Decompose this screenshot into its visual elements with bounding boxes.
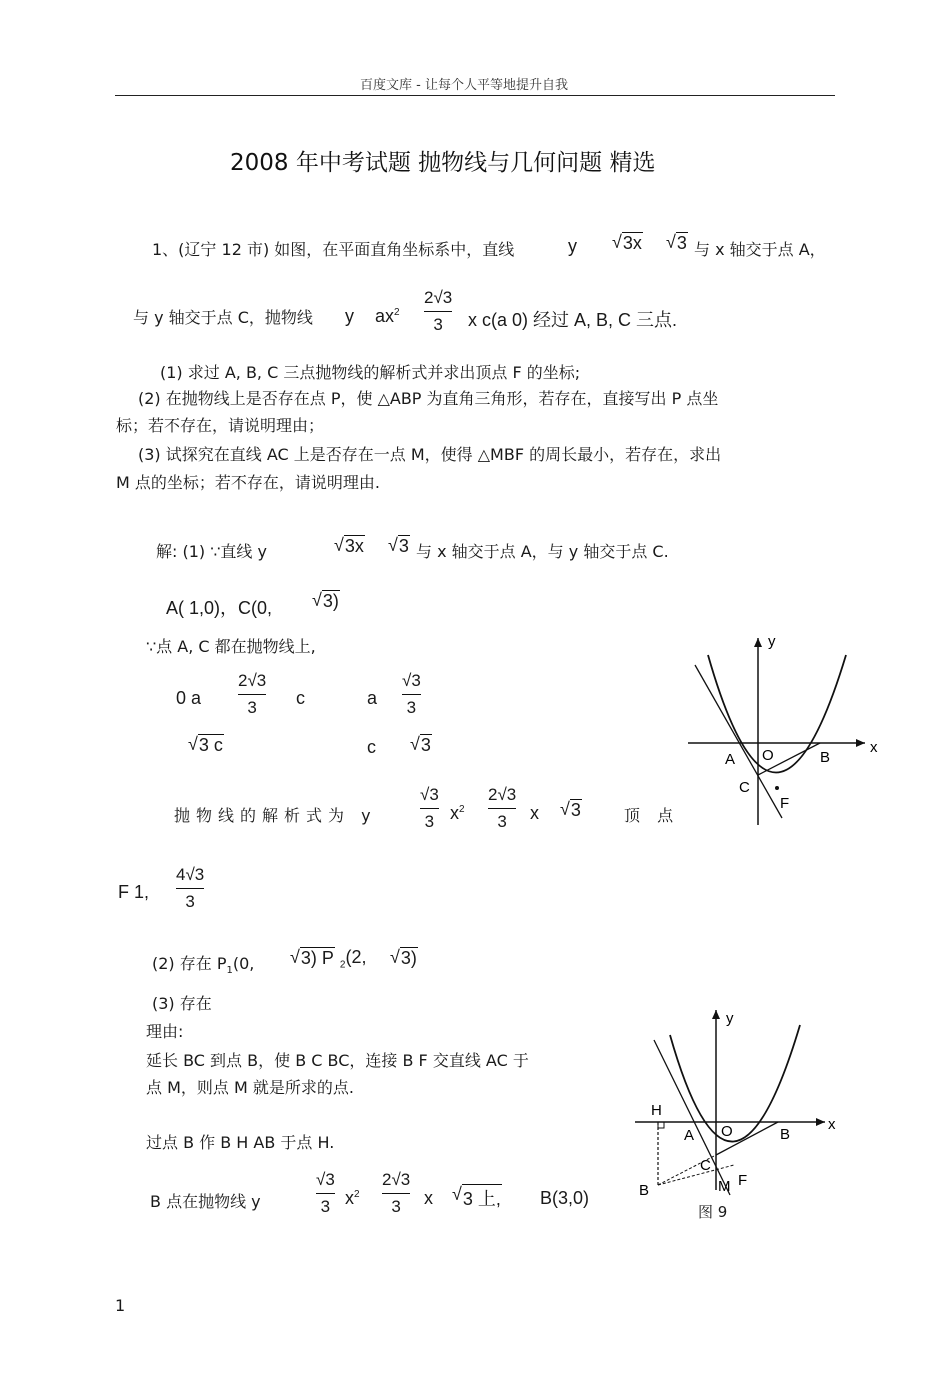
fig2-C-label: C [700,1157,711,1174]
fig1-O-label: O [762,747,774,764]
eq2-right-value: √ 3 [410,734,431,755]
parabola-y: y [345,306,354,326]
bo-fraction1: √3 3 [316,1170,335,1216]
eq2-right: c [367,737,376,757]
reason-label: 理由: [146,1022,184,1041]
eq1-c: c [296,688,305,708]
pl-fraction1: √3 3 [420,785,439,831]
page-number: 1 [115,1296,126,1315]
bo-x2: $x^2$ [345,1188,360,1208]
header-rule [115,95,835,96]
solution-line1-rest: 与 x 轴交于点 A，与 y 轴交于点 C. [416,542,669,561]
fig2-F-label: F [738,1172,748,1189]
parabola-fraction: 2√3 3 [424,288,453,334]
fig1-F-label: F [780,795,790,812]
problem-intro-b: 与 x 轴交于点 A， [694,240,826,259]
b-on-parabola: B 点在抛物线 y [150,1192,261,1211]
bo-fraction2: 2√3 3 [382,1170,411,1216]
fig2-x-label: x [828,1116,836,1133]
fig2-O-label: O [721,1123,733,1140]
pl-x2: $x^2$ [450,803,465,823]
fig2-A-label: A [684,1127,695,1144]
fig2-Bprime-label: B [639,1182,650,1199]
fig2-H-label: H [651,1102,662,1119]
parabola-rest: x c(a 0) 经过 A, B, C 三点. [468,310,678,330]
eq1-fraction: 2√3 3 [238,671,267,717]
part2-line: (2) 存在 $P_1(0$, [152,954,255,977]
solution-term1: √ 3x [334,535,364,556]
question-3a: (3) 试探究在直线 AC 上是否存在一点 M，使得 △MBF 的周长最小，若存在，求出 [138,445,722,464]
eq1-right: a [367,688,378,708]
solution-line1: 解: (1) ∵直线 y [156,542,267,561]
fig1-x-label: x [870,739,878,756]
because-line: ∵点 A, C 都在抛物线上, [146,637,316,656]
question-2b: 标；若不存在，请说明理由； [116,416,325,435]
figure-1-graph [680,630,890,830]
f-label: F 1, [118,882,150,902]
p1-sqrt: √ 3) P $_2$(2, [290,947,367,971]
parabola-ax: $ax^2$ [375,306,400,326]
coords-line: A( 1,0)，C(0, [166,598,273,618]
line-eq-term2: √ 3 [666,232,687,253]
fig2-y-label: y [726,1010,734,1027]
pl-x: x [530,803,539,823]
fig1-C-label: C [739,779,750,796]
line-eq-term1: √ 3x [612,232,642,253]
coords-sqrt: √ 3) [312,590,339,611]
pl-fraction2: 2√3 3 [488,785,517,831]
parabola-label: 抛物线的解析式为 y [174,806,377,825]
problem-intro: 1、(辽宁 12 市) 如图，在平面直角坐标系中，直线 [152,240,515,259]
problem-line2: 与 y 轴交于点 C，抛物线 [133,308,313,327]
fig2-B-label: B [780,1126,791,1143]
fig2-M-label: M [718,1178,731,1195]
figure-2-caption: 图 9 [698,1203,728,1221]
eq1-left: 0 a [176,688,202,708]
solution-term2: √ 3 [388,535,409,556]
pl-constant: √ 3 [560,799,581,820]
fig1-y-label: y [768,633,776,650]
eq2-left: √ 3 c [188,734,223,755]
fig1-B-label: B [820,749,831,766]
page-title: 2008 年中考试题 抛物线与几何问题 精选 [230,150,656,176]
line-eq-y: y [568,236,577,256]
figure-2-graph [630,1005,850,1225]
fig1-A-label: A [725,751,736,768]
f-fraction: 4√3 3 [176,865,205,911]
extend-line1: 延长 BC 到点 B，使 B C BC，连接 B F 交直线 AC 于 [146,1051,529,1070]
extend-line2: 点 M，则点 M 就是所求的点. [146,1078,354,1097]
eq1-right-fraction: √3 3 [402,671,421,717]
question-1: (1) 求过 A, B, C 三点抛物线的解析式并求出顶点 F 的坐标; [160,363,581,382]
bo-constant: √ 3 上, [452,1184,501,1209]
vertex-label: 顶 点 [624,806,680,825]
page-header: 百度文库 - 让每个人平等地提升自我 [360,78,568,93]
p2-sqrt: √ 3) [390,947,417,968]
part3-line: (3) 存在 [152,994,212,1013]
bo-x: x [424,1188,433,1208]
question-2a: (2) 在抛物线上是否存在点 P，使 △ABP 为直角三角形，若存在，直接写出 P 点坐 [138,389,719,408]
through-line: 过点 B 作 B H AB 于点 H. [146,1133,335,1152]
bo-point: B(3,0) [540,1188,590,1208]
question-3b: M 点的坐标；若不存在，请说明理由. [116,473,380,492]
